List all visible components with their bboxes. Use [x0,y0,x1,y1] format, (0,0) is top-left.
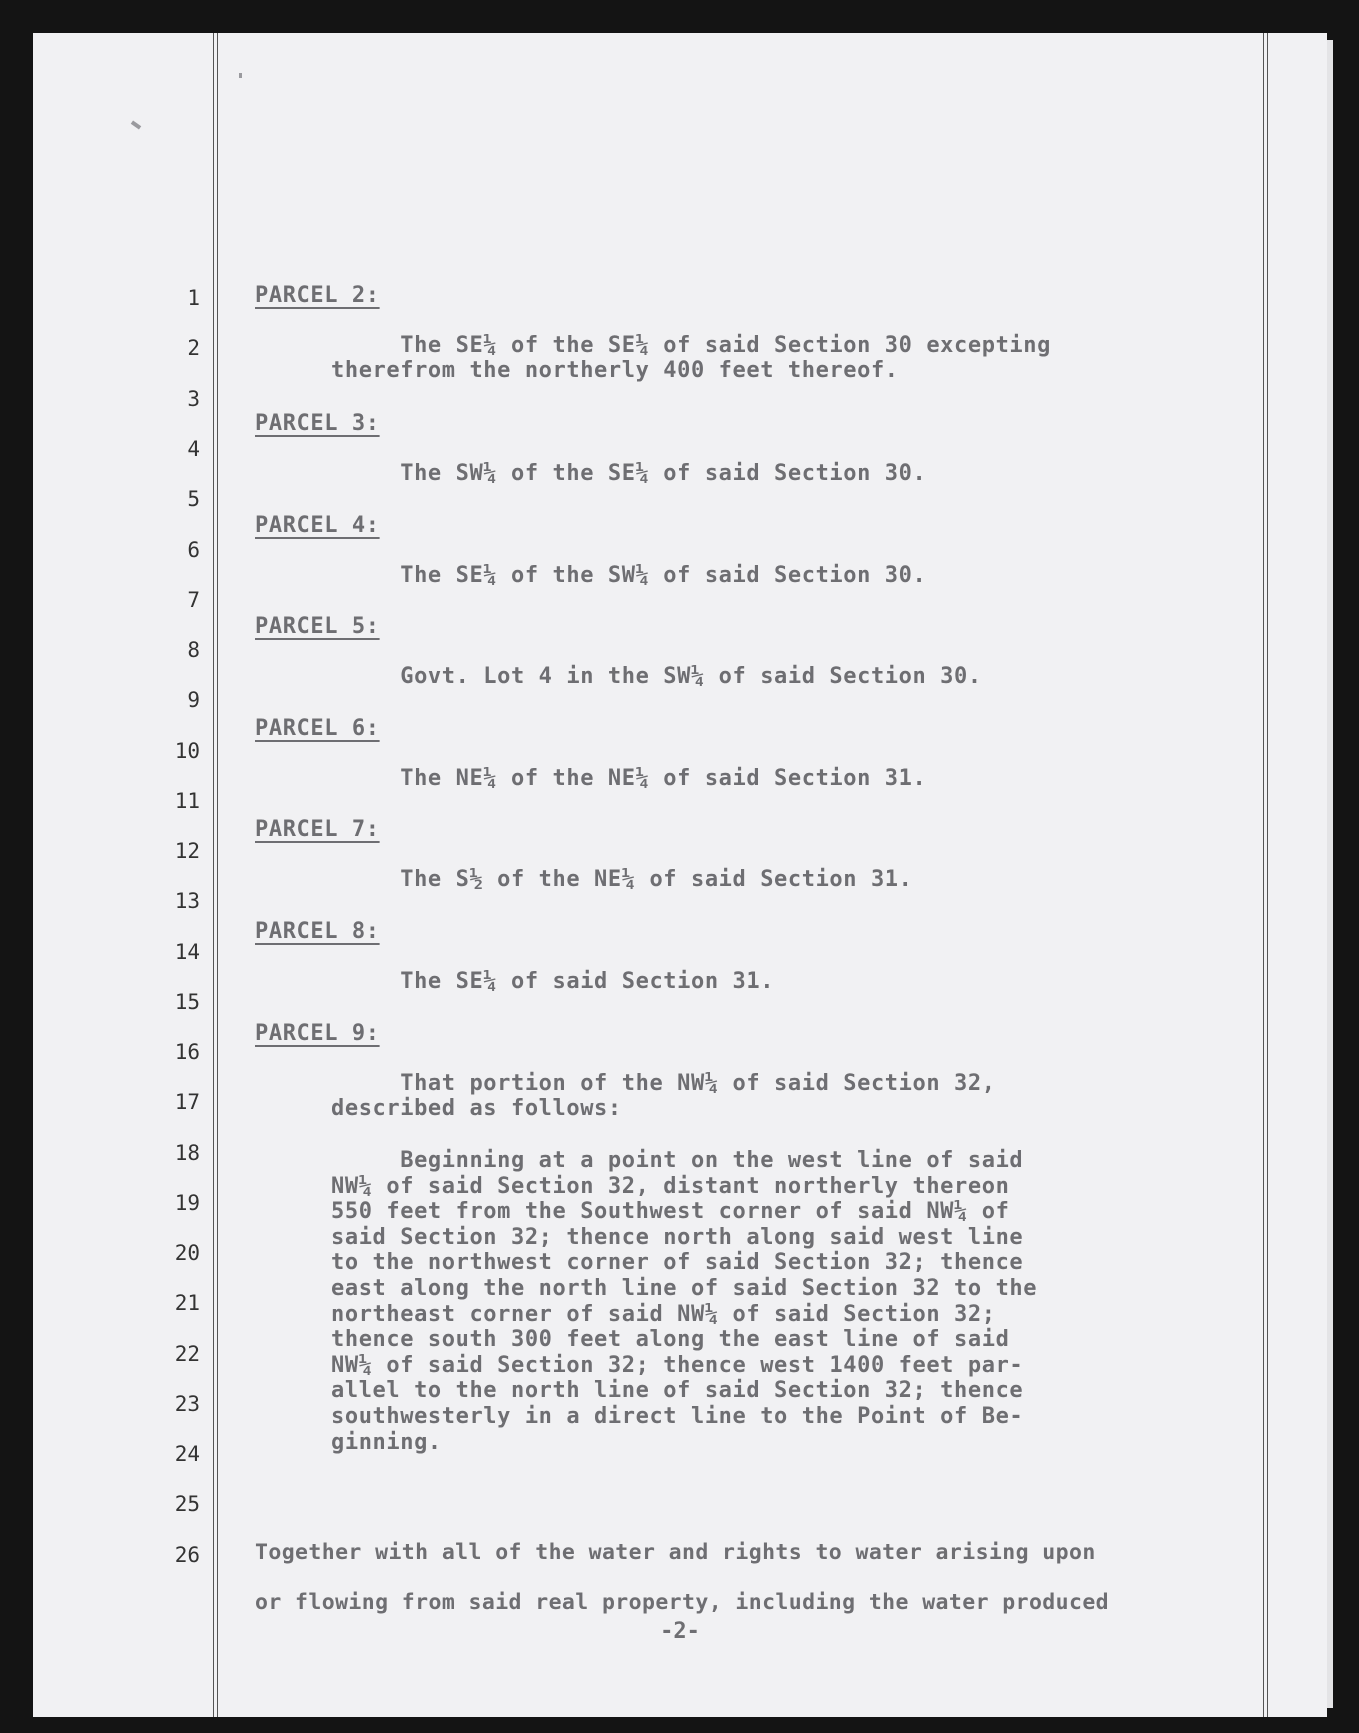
legal-description-line: NW¼ of said Section 32; thence west 1400 feet par- [331,1352,1024,1378]
parcel-description-line: described as follows: [331,1096,622,1121]
line-number: 10 [174,739,200,763]
line-number: 11 [174,789,200,813]
right-margin-rule [1263,33,1264,1717]
line-number: 8 [187,638,200,662]
line-number: 4 [187,437,200,461]
page-number: -2- [660,1619,700,1644]
line-number: 2 [187,336,200,360]
scan-speck [131,120,141,129]
left-margin-rule [213,33,214,1717]
parcel-description-line: The SE¼ of said Section 31. [331,969,775,994]
legal-description-line: NW¼ of said Section 32, distant northerly thereon [331,1173,1010,1199]
line-number: 18 [174,1141,200,1165]
water-rights-line: or flowing from said real property, including the water produced [255,1590,1110,1615]
water-rights-line: Together with all of the water and rights to water arising upon [255,1540,1096,1565]
line-number: 23 [174,1392,200,1416]
scan-speck [239,73,242,78]
line-number: 1 [187,286,200,310]
legal-description-line: ginning. [331,1429,442,1455]
line-number: 22 [174,1342,200,1366]
legal-description-line: thence south 300 feet along the east line of said [331,1327,1010,1353]
legal-description-line: northeast corner of said NW¼ of said Section 32; [331,1301,996,1327]
parcel-heading: PARCEL 2: [255,283,380,308]
parcel-heading: PARCEL 9: [255,1021,380,1046]
legal-description-line: east along the north line of said Section 32 to the [331,1276,1038,1301]
line-number: 3 [187,387,200,411]
paper-edge [1327,40,1333,1708]
line-number: 15 [174,990,200,1014]
line-number: 13 [174,889,200,913]
parcel-heading: PARCEL 8: [255,919,380,944]
parcel-description-line: The S½ of the NE¼ of said Section 31. [331,867,913,892]
line-number: 17 [174,1090,200,1114]
line-number: 14 [174,940,200,964]
parcel-description-line: The SW¼ of the SE¼ of said Section 30. [331,461,927,486]
legal-description-line: to the northwest corner of said Section 32; thence [331,1250,1024,1276]
parcel-heading: PARCEL 5: [255,614,380,639]
parcel-heading: PARCEL 7: [255,817,380,842]
legal-description-line: said Section 32; thence north along said west line [331,1224,1024,1250]
legal-description-line: allel to the north line of said Section 32; thence [331,1378,1024,1404]
legal-description-line: 550 feet from the Southwest corner of said NW¼ of [331,1199,1010,1225]
line-number: 7 [187,588,200,612]
document-page [33,33,1327,1717]
line-number: 19 [174,1191,200,1215]
parcel-description-line: The SE¼ of the SE¼ of said Section 30 excepting [331,333,1051,358]
line-number: 6 [187,538,200,562]
parcel-description-line: The NE¼ of the NE¼ of said Section 31. [331,766,927,791]
line-number: 26 [174,1543,200,1567]
right-margin-rule-outer [1267,33,1268,1717]
legal-description-line: Beginning at a point on the west line of said [331,1148,1024,1173]
line-number: 9 [187,688,200,712]
parcel-heading: PARCEL 3: [255,411,380,436]
line-number: 21 [174,1291,200,1315]
parcel-description-line: The SE¼ of the SW¼ of said Section 30. [331,563,927,588]
line-number: 5 [187,487,200,511]
parcel-heading: PARCEL 6: [255,716,380,741]
line-number: 12 [174,839,200,863]
parcel-description-line: That portion of the NW¼ of said Section 32, [331,1071,996,1096]
parcel-description-line: Govt. Lot 4 in the SW¼ of said Section 30. [331,664,982,689]
left-margin-rule-inner [217,33,218,1717]
line-number: 25 [174,1492,200,1516]
legal-description-line: southwesterly in a direct line to the Point of Be- [331,1404,1024,1429]
line-number: 16 [174,1040,200,1064]
parcel-heading: PARCEL 4: [255,513,380,538]
parcel-description-line: therefrom the northerly 400 feet thereof. [331,358,899,383]
line-number: 20 [174,1241,200,1265]
line-number: 24 [174,1442,200,1466]
